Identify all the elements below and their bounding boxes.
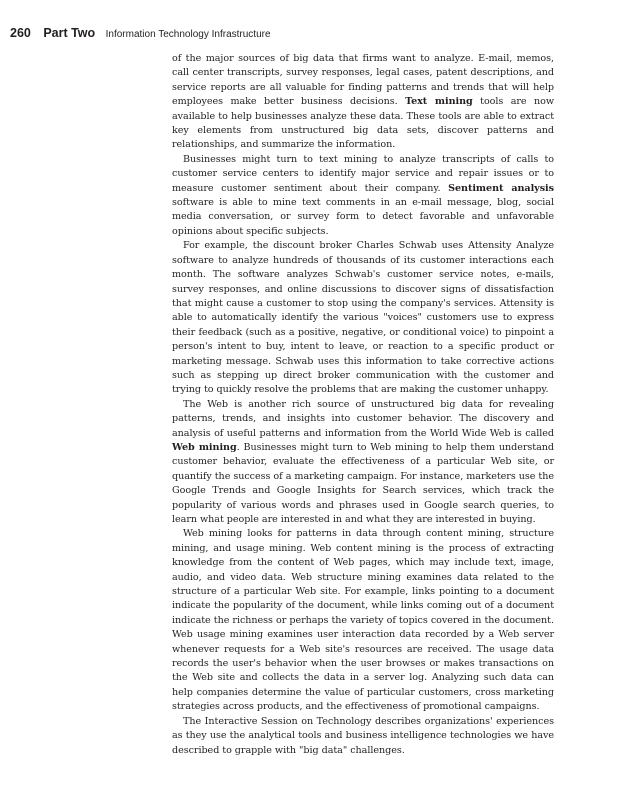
paragraph [172, 527, 554, 714]
text-segment: of the major sources of big data that firms want to analyze. E-mail, memos, call center transcripts, survey responses, legal cases, patent descriptions, and service reports are all valuable for finding patterns and trends that will help employees make better business decisions. [172, 53, 554, 108]
body-text [172, 52, 554, 758]
paragraph [172, 52, 554, 153]
text-segment: Businesses might turn to text mining to analyze transcripts of calls to customer service centers to identify major service and repair issues or to measure customer sentiment about their company. [172, 153, 554, 194]
text-segment: The Web is another rich source of unstructured big data for revealing patterns, trends, and insights into customer behavior. The discovery and analysis of useful patterns and information from the World Wide Web is called [172, 398, 554, 439]
key-term: Text mining [405, 96, 473, 108]
paragraph [172, 715, 554, 758]
page-number: 260 [10, 26, 31, 40]
paragraph [172, 239, 554, 397]
text-segment: Web mining looks for patterns in data through content mining, structure mining, and usage mining. Web content mining is the process of extracting knowledge from the content of Web pages, which may include text, image, audio, and video data. Web structure mining examines data related to the structure of a particular Web site. For example, links pointing to a document indicate the popularity of the document, while links coming out of a document indicate the richness or perhaps the variety of topics covered in the document. Web usage mining examines user interaction data recorded by a Web server whenever requests for a Web site's resources are received. The usage data records the user's behavior when the user browses or makes transactions on the Web site and collects the data in a server log. Analyzing such data can help companies determine the value of particular customers, cross marketing strategies across products, and the effectiveness of promotional campaigns. [172, 528, 554, 713]
paragraph [172, 153, 554, 239]
text-segment: For example, the discount broker Charles Schwab uses Attensity Analyze software to analyze hundreds of thousands of its customer interactions each month. The software analyzes Schwab's customer service notes, e-mails, survey responses, and online discussions to discover signs of dissatisfaction that might cause a customer to stop using the company's services. Attensity is able to automatically identify the various "voices" customers use to express their feedback (such as a positive, negative, or conditional voice) to pinpoint a person's intent to buy, intent to leave, or reaction to a specific product or marketing message. Schwab uses this information to take corrective actions such as stepping up direct broker communication with the customer and trying to quickly resolve the problems that are making the customer unhappy. [172, 240, 554, 396]
key-term: Web mining [172, 441, 237, 453]
part-title: Information Technology Infrastructure [105, 29, 271, 40]
page-header [10, 24, 271, 42]
text-segment: . Businesses might turn to Web mining to help them understand customer behavior, evaluate the effectiveness of a particular Web site, or quantify the success of a marketing campaign. For instance, marketers use the Google Trends and Google Insights for Search services, which track the popularity of various words and phrases used in Google search queries, to learn what people are interested in and what they are interested in buying. [172, 441, 554, 525]
paragraph [172, 398, 554, 528]
key-term: Sentiment analysis [448, 182, 554, 194]
text-segment: tools are now available to help businesses analyze these data. These tools are able to extract key elements from unstructured big data sets, discover patterns and relationships, and summarize the information. [172, 96, 555, 151]
text-segment: The Interactive Session on Technology describes organizations' experiences as they use the analytical tools and business intelligence technologies we have described to grapple with "big data" challenges. [172, 715, 554, 756]
text-segment: software is able to mine text comments in an e-mail message, blog, social media conversation, or survey form to detect favorable and unfavorable opinions about specific subjects. [172, 197, 554, 237]
part-label: Part Two [43, 26, 96, 40]
